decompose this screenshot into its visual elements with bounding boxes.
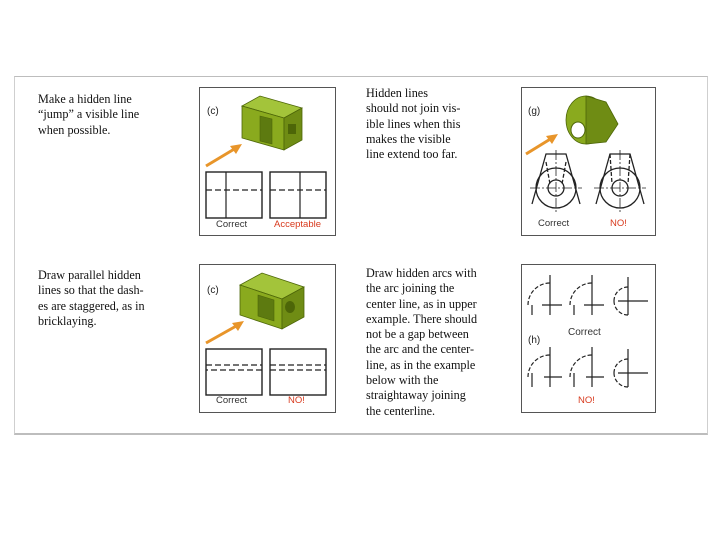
label-no: NO! xyxy=(610,218,627,229)
label-correct: Correct xyxy=(216,219,248,230)
rule-line: straightaway joining xyxy=(366,388,466,403)
rule-line: the centerline. xyxy=(366,403,436,418)
label-correct: Correct xyxy=(216,395,248,406)
figure-drawing xyxy=(200,265,335,412)
rule-line: below with the xyxy=(366,373,439,388)
rule-line: example. There should xyxy=(366,311,478,326)
figure-panel-staggered xyxy=(199,264,336,413)
label-no: NO! xyxy=(578,395,595,406)
label-acceptable: Acceptable xyxy=(274,219,322,230)
rule-line: makes the visible xyxy=(366,131,451,146)
figure-drawing xyxy=(522,88,655,235)
rule-line: Make a hidden line xyxy=(38,92,132,106)
figure-panel-hidden-arcs xyxy=(521,264,656,413)
rule-text-hidden-arcs xyxy=(366,266,477,419)
figure-panel-jump xyxy=(199,87,336,236)
rule-line: es are staggered, as in xyxy=(38,298,145,313)
rule-line: line extend too far. xyxy=(366,147,458,162)
figure-drawing xyxy=(200,88,335,235)
rule-line: “jump” a visible line xyxy=(38,107,140,122)
figure-tag: (h) xyxy=(528,335,541,346)
figure-tag: (c) xyxy=(207,106,219,117)
rule-text-hidden-line-jump xyxy=(38,92,139,138)
label-no: NO! xyxy=(288,395,305,406)
rule-line: when possible. xyxy=(38,122,111,137)
figure-panel-not-join xyxy=(521,87,656,236)
label-correct: Correct xyxy=(538,218,570,229)
rule-text-hidden-not-join xyxy=(366,86,460,162)
rule-line: line, as in the example xyxy=(366,357,476,372)
label-correct: Correct xyxy=(568,327,601,338)
rule-line: not be a gap between xyxy=(366,327,469,342)
rule-line: Draw hidden arcs with xyxy=(366,266,477,280)
rule-line: Hidden lines xyxy=(366,86,428,100)
figure-tag: (c) xyxy=(207,285,219,296)
rule-line: bricklaying. xyxy=(38,313,97,328)
rule-text-parallel-staggered xyxy=(38,268,145,329)
rule-line: center line, as in upper xyxy=(366,296,477,311)
figure-tag: (g) xyxy=(528,106,541,117)
rule-line: lines so that the dash- xyxy=(38,283,144,298)
rule-line: the arc and the center- xyxy=(366,342,475,357)
figure-drawing xyxy=(522,265,655,412)
rule-line: ible lines when this xyxy=(366,116,461,131)
rule-line: the arc joining the xyxy=(366,281,455,296)
rule-line: Draw parallel hidden xyxy=(38,268,141,282)
rule-line: should not join vis- xyxy=(366,101,461,116)
